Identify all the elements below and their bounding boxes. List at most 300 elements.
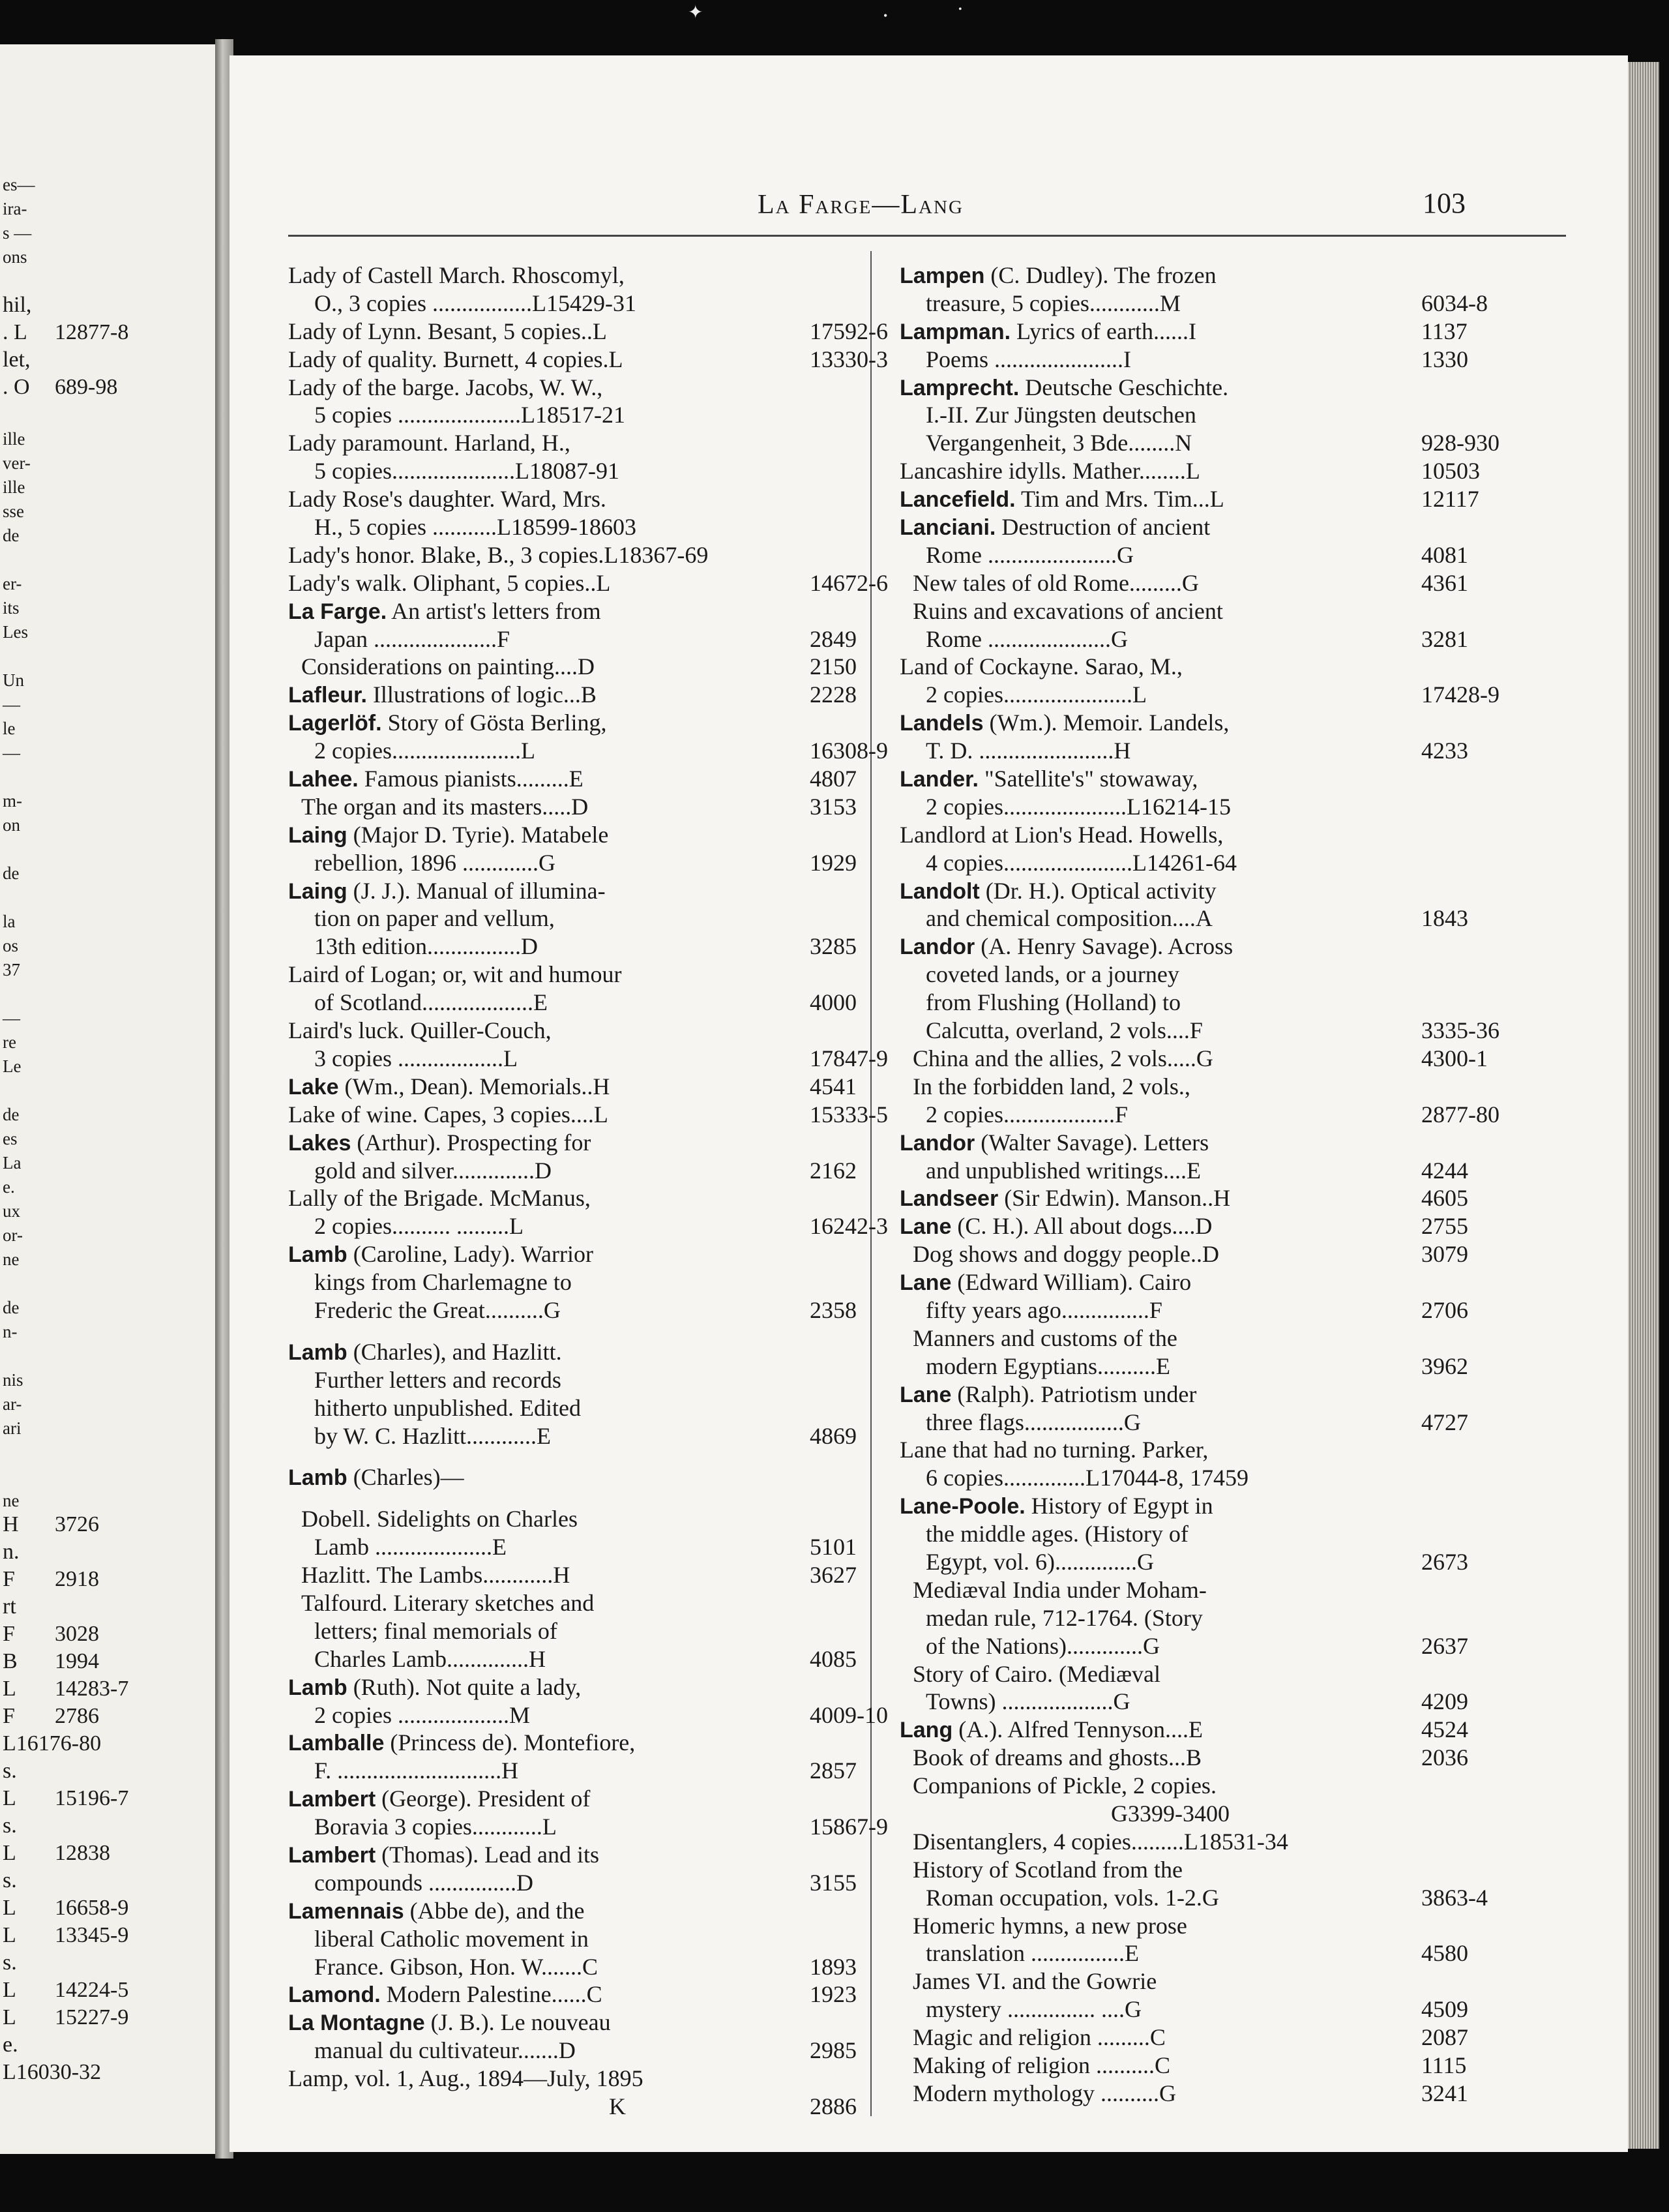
entry-title: Ruins and excavations of ancient — [913, 597, 1223, 624]
entry-title: Rome .....................G — [926, 625, 1128, 652]
entry-line — [900, 2024, 1628, 2052]
call-number: 2228 — [810, 681, 857, 708]
entry-text — [301, 1505, 578, 1533]
entry-title: coveted lands, or a journey — [926, 961, 1179, 988]
entry-title: (Charles)— — [347, 1464, 464, 1491]
entry-title: Hazlitt. The Lambs............H — [301, 1562, 570, 1589]
page-number: 103 — [1423, 187, 1466, 219]
entry-title: Disentanglers, 4 copies.........L18531-34 — [913, 1828, 1288, 1855]
call-number: 2150 — [810, 653, 857, 680]
entry-title: (Ruth). Not quite a lady, — [347, 1673, 582, 1700]
entry-title: (Princess de). Montefiore, — [384, 1729, 636, 1756]
call-number: 3153 — [810, 793, 857, 820]
entry-title: medan rule, 712-1764. (Story — [926, 1604, 1203, 1631]
facing-page-number: 2918 — [55, 1567, 99, 1591]
entry-text — [926, 290, 1181, 318]
entry-title: Egypt, vol. 6)..............G — [926, 1548, 1154, 1575]
facing-page-text: ne — [3, 1249, 20, 1269]
entry-line — [900, 318, 1628, 346]
index-entry — [900, 262, 1628, 318]
call-number: 2036 — [1421, 1744, 1468, 1771]
entry-text — [314, 737, 535, 765]
facing-page-text: m- — [3, 791, 22, 811]
entry-text — [314, 1701, 530, 1729]
call-number: 4509 — [1421, 1996, 1468, 2023]
call-number: 12117 — [1421, 486, 1479, 513]
entry-title: and chemical composition....A — [926, 905, 1213, 932]
entry-text — [288, 1101, 608, 1129]
entry-heading: Landels — [900, 711, 984, 736]
entry-title: Japan .....................F — [314, 625, 510, 652]
entry-line — [900, 1828, 1628, 1856]
entry-text — [926, 1353, 1170, 1381]
entry-title: Magic and religion .........C — [913, 2024, 1166, 2051]
facing-page-text: L 12838 — [3, 1841, 110, 1865]
facing-page-text: le — [3, 719, 16, 738]
entry-text — [288, 597, 601, 626]
entry-title: T. D. .......................H — [926, 738, 1131, 764]
entry-title: compounds ...............D — [314, 1869, 533, 1896]
entry-title: Calcutta, overland, 2 vols....F — [926, 1017, 1203, 1044]
call-number: 2985 — [810, 2037, 857, 2064]
facing-page-text: ons — [3, 247, 27, 267]
entry-text — [301, 653, 595, 681]
entry-text — [288, 541, 708, 569]
entry-heading: Lamb — [288, 1675, 347, 1700]
entry-text — [288, 1785, 590, 1814]
call-number: 16242-3 — [810, 1213, 888, 1240]
entry-text — [288, 1729, 635, 1757]
entry-text — [913, 1744, 1202, 1772]
entry-title: (A.). Alfred Tennyson....E — [953, 1716, 1203, 1743]
entry-line — [900, 513, 1628, 541]
facing-page-number: 3028 — [55, 1622, 99, 1646]
entry-text — [913, 597, 1223, 625]
entry-heading: Lambert — [288, 1842, 376, 1868]
index-entry — [900, 1184, 1628, 1212]
facing-page-text: on — [3, 815, 20, 835]
facing-page-text: L 14224-5 — [3, 1978, 129, 2002]
entry-line — [900, 1856, 1628, 1884]
entry-text — [314, 1617, 557, 1645]
entry-line — [900, 401, 1628, 429]
entry-text — [314, 513, 636, 541]
call-number: 17428-9 — [1421, 681, 1499, 708]
entry-text — [288, 2065, 643, 2093]
entry-title: (Caroline, Lady). Warrior — [347, 1241, 593, 1268]
facing-page-number: 14283-7 — [55, 1677, 129, 1701]
call-number: 1330 — [1421, 346, 1468, 372]
entry-title: 2 copies.....................L16214-15 — [926, 793, 1231, 820]
entry-text — [288, 346, 623, 374]
facing-page-text: rt — [3, 1594, 16, 1619]
entry-line — [900, 1939, 1628, 1967]
entry-heading: La Farge. — [288, 599, 387, 624]
call-number: 4605 — [1421, 1185, 1468, 1212]
entry-title: Land of Cockayne. Sarao, M., — [900, 653, 1183, 680]
entry-title: Dobell. Sidelights on Charles — [301, 1506, 578, 1532]
call-number: 2706 — [1421, 1296, 1468, 1323]
entry-text — [609, 2093, 626, 2121]
entry-line — [900, 1212, 1628, 1240]
facing-page-text: Le — [3, 1056, 22, 1076]
entry-heading: Laing — [288, 822, 347, 848]
entry-text — [288, 1980, 602, 2009]
facing-page-text: n- — [3, 1322, 18, 1341]
entry-title: Lady of Castell March. Rhoscomyl, — [288, 262, 625, 288]
entry-line — [900, 1464, 1628, 1492]
entry-text — [314, 904, 555, 933]
entry-title: of Scotland...................E — [314, 989, 548, 1016]
entry-title: In the forbidden land, 2 vols., — [913, 1073, 1190, 1099]
entry-text — [314, 1757, 518, 1785]
entry-title: Lake of wine. Capes, 3 copies....L — [288, 1101, 608, 1128]
entry-title: 5 copies .....................L18517-21 — [314, 402, 625, 428]
entry-text — [926, 989, 1181, 1017]
facing-page-text: Les — [3, 622, 28, 642]
call-number: 3281 — [1421, 625, 1468, 652]
entry-text — [926, 1939, 1139, 1967]
entry-text — [926, 1884, 1219, 1912]
entry-title: (C. H.). All about dogs....D — [951, 1213, 1213, 1240]
call-number: 15333-5 — [810, 1101, 888, 1128]
entry-line — [900, 1296, 1628, 1324]
entry-title: I.-II. Zur Jüngsten deutschen — [926, 402, 1196, 428]
facing-page-text: its — [3, 598, 20, 618]
entry-heading: Lamennais — [288, 1898, 404, 1924]
facing-page-number: 16658-9 — [55, 1896, 129, 1920]
index-entry — [900, 1492, 1628, 1716]
entry-title: H., 5 copies ...........L18599-18603 — [314, 514, 636, 541]
entry-line — [900, 1688, 1628, 1716]
entry-title: fifty years ago...............F — [926, 1296, 1162, 1323]
entry-title: Story of Gösta Berling, — [381, 710, 607, 736]
facing-page-text: H 3726 — [3, 1512, 99, 1536]
entry-title: (Wm.). Memoir. Landels, — [983, 710, 1230, 736]
entry-line — [900, 1604, 1628, 1632]
index-entry — [900, 877, 1628, 933]
entry-text — [288, 1897, 585, 1926]
entry-title: (C. Dudley). The frozen — [984, 262, 1217, 288]
entry-title: Landlord at Lion's Head. Howells, — [900, 821, 1224, 848]
entry-title: France. Gibson, Hon. W.......C — [314, 1953, 598, 1980]
call-number: 6034-8 — [1421, 290, 1488, 316]
entry-text — [288, 1129, 591, 1158]
entry-title: (J. J.). Manual of illumina- — [347, 877, 606, 904]
entry-line — [900, 569, 1628, 597]
entry-title: Poems ......................I — [926, 346, 1131, 372]
entry-text — [314, 1157, 552, 1185]
call-number: 4300-1 — [1421, 1045, 1488, 1071]
facing-page-number: 2786 — [55, 1704, 99, 1728]
entry-text — [301, 1561, 570, 1589]
entry-text — [288, 1017, 552, 1045]
entry-text — [926, 346, 1131, 374]
entry-line — [900, 1520, 1628, 1548]
entry-text — [913, 1073, 1190, 1101]
entry-title: (Wm., Dean). Memorials..H — [338, 1073, 610, 1099]
call-number: 4361 — [1421, 569, 1468, 596]
call-number: 4807 — [810, 766, 857, 792]
entry-text — [288, 1240, 593, 1269]
entry-title: Rome ......................G — [926, 541, 1134, 568]
entry-text — [314, 1296, 561, 1324]
entry-text — [288, 318, 607, 346]
entry-text — [314, 1394, 581, 1422]
entry-text — [288, 374, 602, 402]
index-entry — [900, 1436, 1628, 1492]
header-rule — [288, 235, 1566, 237]
entry-line — [900, 1744, 1628, 1772]
call-number: 1115 — [1421, 2052, 1467, 2078]
entry-title: Lady Rose's daughter. Ward, Mrs. — [288, 486, 606, 513]
index-entry — [900, 765, 1628, 821]
entry-title: gold and silver..............D — [314, 1157, 552, 1184]
entry-title: Modern mythology ..........G — [913, 2080, 1176, 2106]
call-number: 3241 — [1421, 2080, 1468, 2106]
entry-heading: Lamb — [288, 1339, 347, 1365]
entry-text — [900, 1268, 1191, 1297]
entry-text — [288, 569, 610, 597]
facing-page-text: s. — [3, 1868, 17, 1892]
entry-heading: Lanciani. — [900, 515, 996, 541]
index-entry — [900, 933, 1628, 1128]
entry-title: James VI. and the Gowrie — [913, 1968, 1157, 1995]
facing-page-text: n. — [3, 1540, 20, 1564]
entry-title: (George). President of — [376, 1786, 591, 1812]
entry-text — [926, 1157, 1201, 1185]
entry-text — [288, 681, 597, 710]
entry-title: Charles Lamb..............H — [314, 1645, 546, 1672]
facing-page-text: de — [3, 863, 20, 883]
entry-heading: La Montagne — [288, 2010, 425, 2036]
entry-title: Lally of the Brigade. McManus, — [288, 1185, 591, 1212]
call-number: 4081 — [1421, 541, 1468, 568]
entry-line — [900, 653, 1628, 681]
entry-title: 5 copies.....................L18087-91 — [314, 458, 619, 485]
facing-page-text: ver- — [3, 453, 31, 473]
entry-heading: Lampman. — [900, 319, 1011, 344]
entry-line — [900, 1017, 1628, 1045]
entry-text — [314, 1422, 551, 1450]
index-entry — [900, 1268, 1628, 1381]
entry-text — [900, 709, 1229, 738]
entry-text — [314, 1366, 561, 1394]
entry-text — [288, 485, 606, 513]
entry-text — [900, 821, 1223, 849]
facing-page-text: de — [3, 526, 20, 545]
entry-title: Towns) ...................G — [926, 1688, 1130, 1715]
entry-heading: Lancefield. — [900, 487, 1016, 513]
entry-text — [913, 1045, 1213, 1073]
entry-title: Frederic the Great..........G — [314, 1296, 561, 1323]
entry-line — [900, 877, 1628, 905]
page-edges — [1628, 62, 1659, 2149]
entry-text — [301, 1589, 594, 1617]
entry-text — [314, 1869, 533, 1897]
entry-title: (Major D. Tyrie). Matabele — [347, 821, 609, 848]
entry-text — [926, 1017, 1203, 1045]
facing-page-text: L 15227-9 — [3, 2005, 129, 2029]
facing-page-text: ille — [3, 429, 25, 449]
entry-line — [900, 429, 1628, 457]
entry-title: Lady of the barge. Jacobs, W. W., — [288, 374, 603, 400]
entry-title: 2 copies......................L — [926, 681, 1147, 708]
entry-title: (Edward William). Cairo — [951, 1269, 1192, 1296]
entry-line — [900, 709, 1628, 737]
entry-title: Lamp, vol. 1, Aug., 1894—July, 1895 — [288, 2065, 643, 2092]
entry-title: 3 copies ..................L — [314, 1045, 518, 1071]
entry-text — [926, 849, 1237, 877]
entry-line — [900, 961, 1628, 989]
entry-line — [900, 1240, 1628, 1268]
entry-line — [900, 1073, 1628, 1101]
call-number: 4233 — [1421, 738, 1468, 764]
facing-page-text: L16030-32 — [3, 2060, 102, 2084]
entry-text — [314, 1212, 524, 1240]
entry-heading: Lamb — [288, 1242, 347, 1268]
entry-text — [926, 429, 1192, 457]
entry-title: by W. C. Hazlitt............E — [314, 1422, 551, 1449]
facing-page-text: . L 12877-8 — [3, 320, 129, 344]
call-number: 2849 — [810, 625, 857, 652]
facing-page-text: la — [3, 912, 16, 931]
entry-text — [900, 1129, 1209, 1158]
entry-title: The organ and its masters.....D — [301, 793, 589, 820]
facing-page-text: L 16658-9 — [3, 1896, 129, 1920]
entry-line — [900, 2052, 1628, 2080]
entry-title: 6 copies..............L17044-8, 17459 — [926, 1465, 1248, 1491]
entry-text — [314, 625, 510, 653]
facing-page-text: s. — [3, 1759, 17, 1783]
index-entry — [900, 1381, 1628, 1437]
entry-line — [900, 1995, 1628, 2024]
call-number: 2358 — [810, 1296, 857, 1323]
entry-line — [900, 457, 1628, 485]
facing-page-text: L 14283-7 — [3, 1677, 129, 1701]
entry-text — [288, 1463, 464, 1492]
facing-page-number: 15227-9 — [55, 2005, 129, 2029]
entry-line — [900, 1436, 1628, 1464]
entry-title: Dog shows and doggy people..D — [913, 1241, 1219, 1268]
entry-text — [926, 961, 1179, 989]
entry-line — [900, 597, 1628, 625]
call-number: 3627 — [810, 1562, 857, 1589]
call-number: 4209 — [1421, 1688, 1468, 1715]
facing-page-number: 12838 — [55, 1841, 110, 1865]
index-entry — [900, 709, 1628, 765]
facing-page-text: s. — [3, 1950, 17, 1975]
call-number: 17847-9 — [810, 1045, 888, 1071]
entry-text — [926, 1409, 1141, 1437]
entry-line — [900, 290, 1628, 318]
call-number: 4727 — [1421, 1409, 1468, 1435]
call-number: 3863-4 — [1421, 1884, 1488, 1911]
entry-title: 13th edition................D — [314, 933, 538, 960]
facing-page-text: F 2786 — [3, 1704, 99, 1728]
entry-text — [314, 1045, 518, 1073]
facing-page-number: 13345-9 — [55, 1923, 129, 1947]
entry-title: Illustrations of logic...B — [366, 681, 597, 708]
entry-text — [926, 1296, 1162, 1324]
call-number: 13330-3 — [810, 346, 888, 372]
entry-heading: Lafleur. — [288, 683, 367, 708]
facing-page-text: es— — [3, 175, 35, 194]
entry-line — [900, 262, 1628, 290]
facing-page-text: ira- — [3, 199, 27, 218]
scan-speck: • — [883, 9, 888, 22]
entry-title: Companions of Pickle, 2 copies. — [913, 1772, 1217, 1799]
entry-title: Lady's honor. Blake, B., 3 copies.L18367-69 — [288, 541, 709, 568]
entry-text — [314, 1533, 507, 1561]
entry-text — [913, 569, 1199, 597]
entry-line — [900, 1548, 1628, 1576]
facing-page-text: de — [3, 1298, 20, 1317]
entry-line — [900, 989, 1628, 1017]
entry-text — [913, 1912, 1187, 1940]
entry-text — [926, 793, 1231, 821]
entry-text — [926, 737, 1130, 765]
facing-page-text: La — [3, 1153, 22, 1173]
entry-title: Lyrics of earth......I — [1011, 318, 1196, 344]
entry-title: Deutsche Geschichte. — [1019, 374, 1229, 400]
entry-text — [900, 318, 1196, 346]
facing-page-text: F 2918 — [3, 1567, 99, 1591]
entry-line — [900, 1045, 1628, 1073]
entry-heading: Lambert — [288, 1787, 376, 1812]
facing-page-text: . O 689-98 — [3, 375, 118, 399]
entry-title: History of Scotland from the — [913, 1856, 1183, 1883]
entry-line — [900, 1101, 1628, 1129]
entry-title: Talfourd. Literary sketches and — [301, 1589, 595, 1616]
entry-text — [913, 2052, 1170, 2080]
call-number: 3285 — [810, 933, 857, 960]
entry-title: manual du cultivateur.......D — [314, 2037, 576, 2064]
entry-title: China and the allies, 2 vols.....G — [913, 1045, 1213, 1071]
facing-page-text: es — [3, 1129, 18, 1148]
entry-title: Laird of Logan; or, wit and humour — [288, 961, 622, 988]
entry-title: Boravia 3 copies............L — [314, 1814, 557, 1840]
entry-text — [900, 262, 1217, 290]
index-entry — [900, 1716, 1628, 2107]
index-entry — [900, 513, 1628, 653]
entry-text — [913, 1967, 1157, 1995]
call-number: 17592-6 — [810, 318, 888, 344]
facing-page-text: er- — [3, 574, 22, 593]
entry-title: O., 3 copies .................L15429-31 — [314, 290, 636, 316]
facing-page-text: or- — [3, 1225, 23, 1245]
call-number: 2857 — [810, 1757, 857, 1784]
entry-heading: Lane — [900, 1270, 952, 1296]
entry-line — [900, 625, 1628, 653]
call-number: 1923 — [810, 1981, 857, 2008]
facing-page-text: s — — [3, 223, 32, 243]
entry-title: of the Nations).............G — [926, 1632, 1160, 1659]
facing-page-number: 12877-8 — [55, 320, 129, 344]
index-entry — [900, 1129, 1628, 1185]
entry-text — [314, 290, 636, 318]
entry-title: Lady of Lynn. Besant, 5 copies..L — [288, 318, 607, 344]
index-page — [229, 55, 1628, 2152]
entry-text — [913, 2024, 1166, 2052]
entry-text — [288, 262, 625, 290]
entry-text — [900, 513, 1210, 542]
entry-heading: Landseer — [900, 1186, 999, 1212]
entry-line — [900, 933, 1628, 961]
entry-text — [926, 401, 1196, 429]
entry-title: (Arthur). Prospecting for — [351, 1129, 591, 1156]
facing-page-text: F 3028 — [3, 1622, 99, 1646]
